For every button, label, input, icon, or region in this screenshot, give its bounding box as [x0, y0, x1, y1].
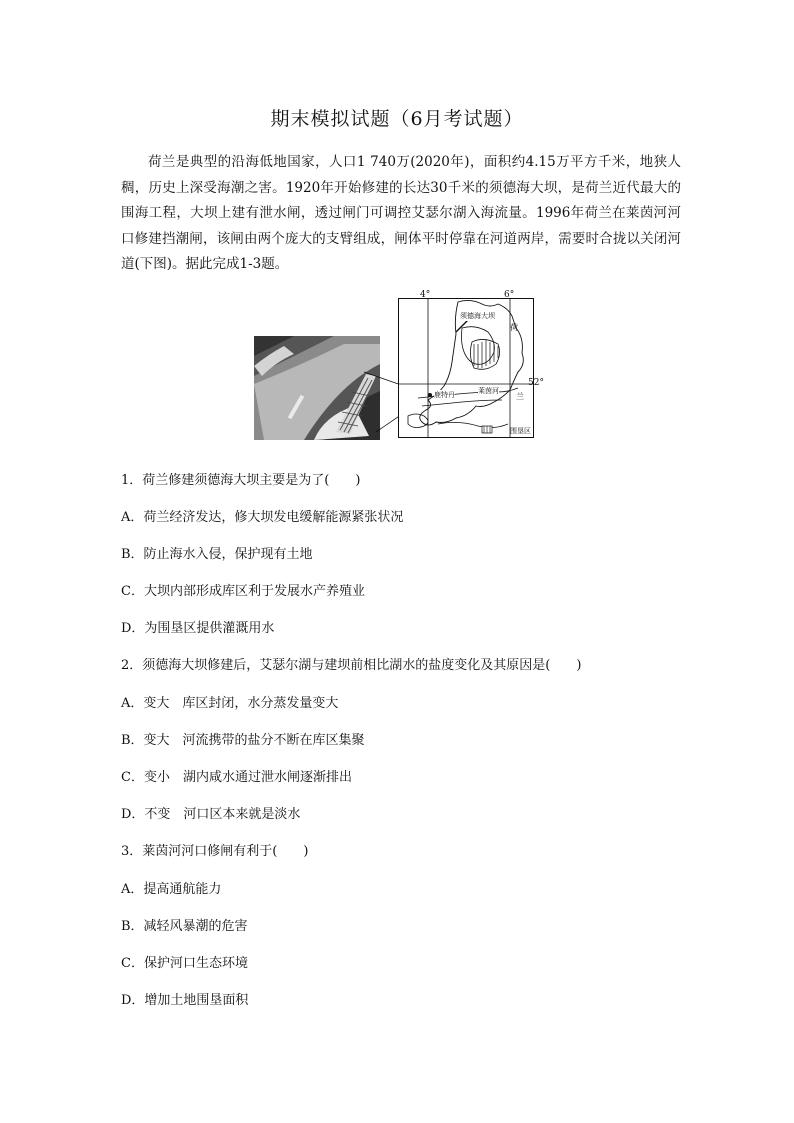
passage-text: 荷兰是典型的沿海低地国家，人口1 740万(2020年)，面积约4.15万平方千米，地狭人稠，历史上深受海潮之害。1920年开始修建的长达30千米的须德海大坝，是荷兰近代最大的围海工程，大坝上建有泄水闸，透过闸门可调控艾瑟尔湖入海流量。1996年荷兰在莱茵河河口修建挡潮闸，该闸由两个庞大的支臂组成，闸体平时停靠在河道两岸，需要时合拢以关闭河道(下图)。据此完成1-3题。: [121, 154, 681, 273]
question-3-option-d: D．增加土地围垦面积: [121, 993, 249, 1008]
question-3-option-b: B．减轻风暴潮的危害: [121, 919, 248, 934]
question-3-option-c: C．保护河口生态环境: [121, 956, 248, 971]
question-1-stem: 1．荷兰修建须德海大坝主要是为了( ): [121, 473, 361, 488]
question-2-option-c: C．变小 湖内咸水通过泄水闸逐渐排出: [121, 770, 352, 785]
map-label-country-he: 荷: [510, 323, 518, 332]
question-3-stem: 3．莱茵河河口修闸有利于( ): [121, 844, 309, 859]
map-label-river: 莱茵河: [478, 387, 499, 395]
question-2-option-b: B．变大 河流携带的盐分不断在库区集聚: [121, 733, 365, 748]
question-1-option-b: B．防止海水入侵，保护现有土地: [121, 547, 313, 562]
map-label-lon-4: 4°: [420, 290, 431, 300]
question-1-option-c: C．大坝内部形成库区利于发展水产养殖业: [121, 584, 365, 599]
question-1-option-a: A．荷兰经济发达，修大坝发电缓解能源紧张状况: [121, 510, 404, 525]
question-3-option-a: A．提高通航能力: [121, 882, 222, 897]
page-title: 期末模拟试题（6月考试题）: [270, 108, 524, 130]
question-1-option-d: D．为围垦区提供灌溉用水: [121, 621, 275, 636]
map-label-city: 鹿特丹: [434, 391, 455, 399]
figure: [254, 290, 544, 440]
map-label-lat-52: 52°: [528, 378, 544, 388]
map-label-country-lan: 兰: [516, 392, 524, 401]
question-2-option-d: D．不变 河口区本来就是淡水: [121, 807, 301, 822]
passage: [121, 150, 681, 278]
question-2-option-a: A．变大 库区封闭，水分蒸发量变大: [121, 696, 339, 711]
question-2-stem: 2．须德海大坝修建后，艾瑟尔湖与建坝前相比湖水的盐度变化及其原因是( ): [121, 658, 582, 673]
map-label-dam: 须德海大坝: [460, 312, 495, 320]
map-label-lon-6: 6°: [504, 290, 515, 300]
map-legend-label: 围垦区: [510, 427, 531, 435]
